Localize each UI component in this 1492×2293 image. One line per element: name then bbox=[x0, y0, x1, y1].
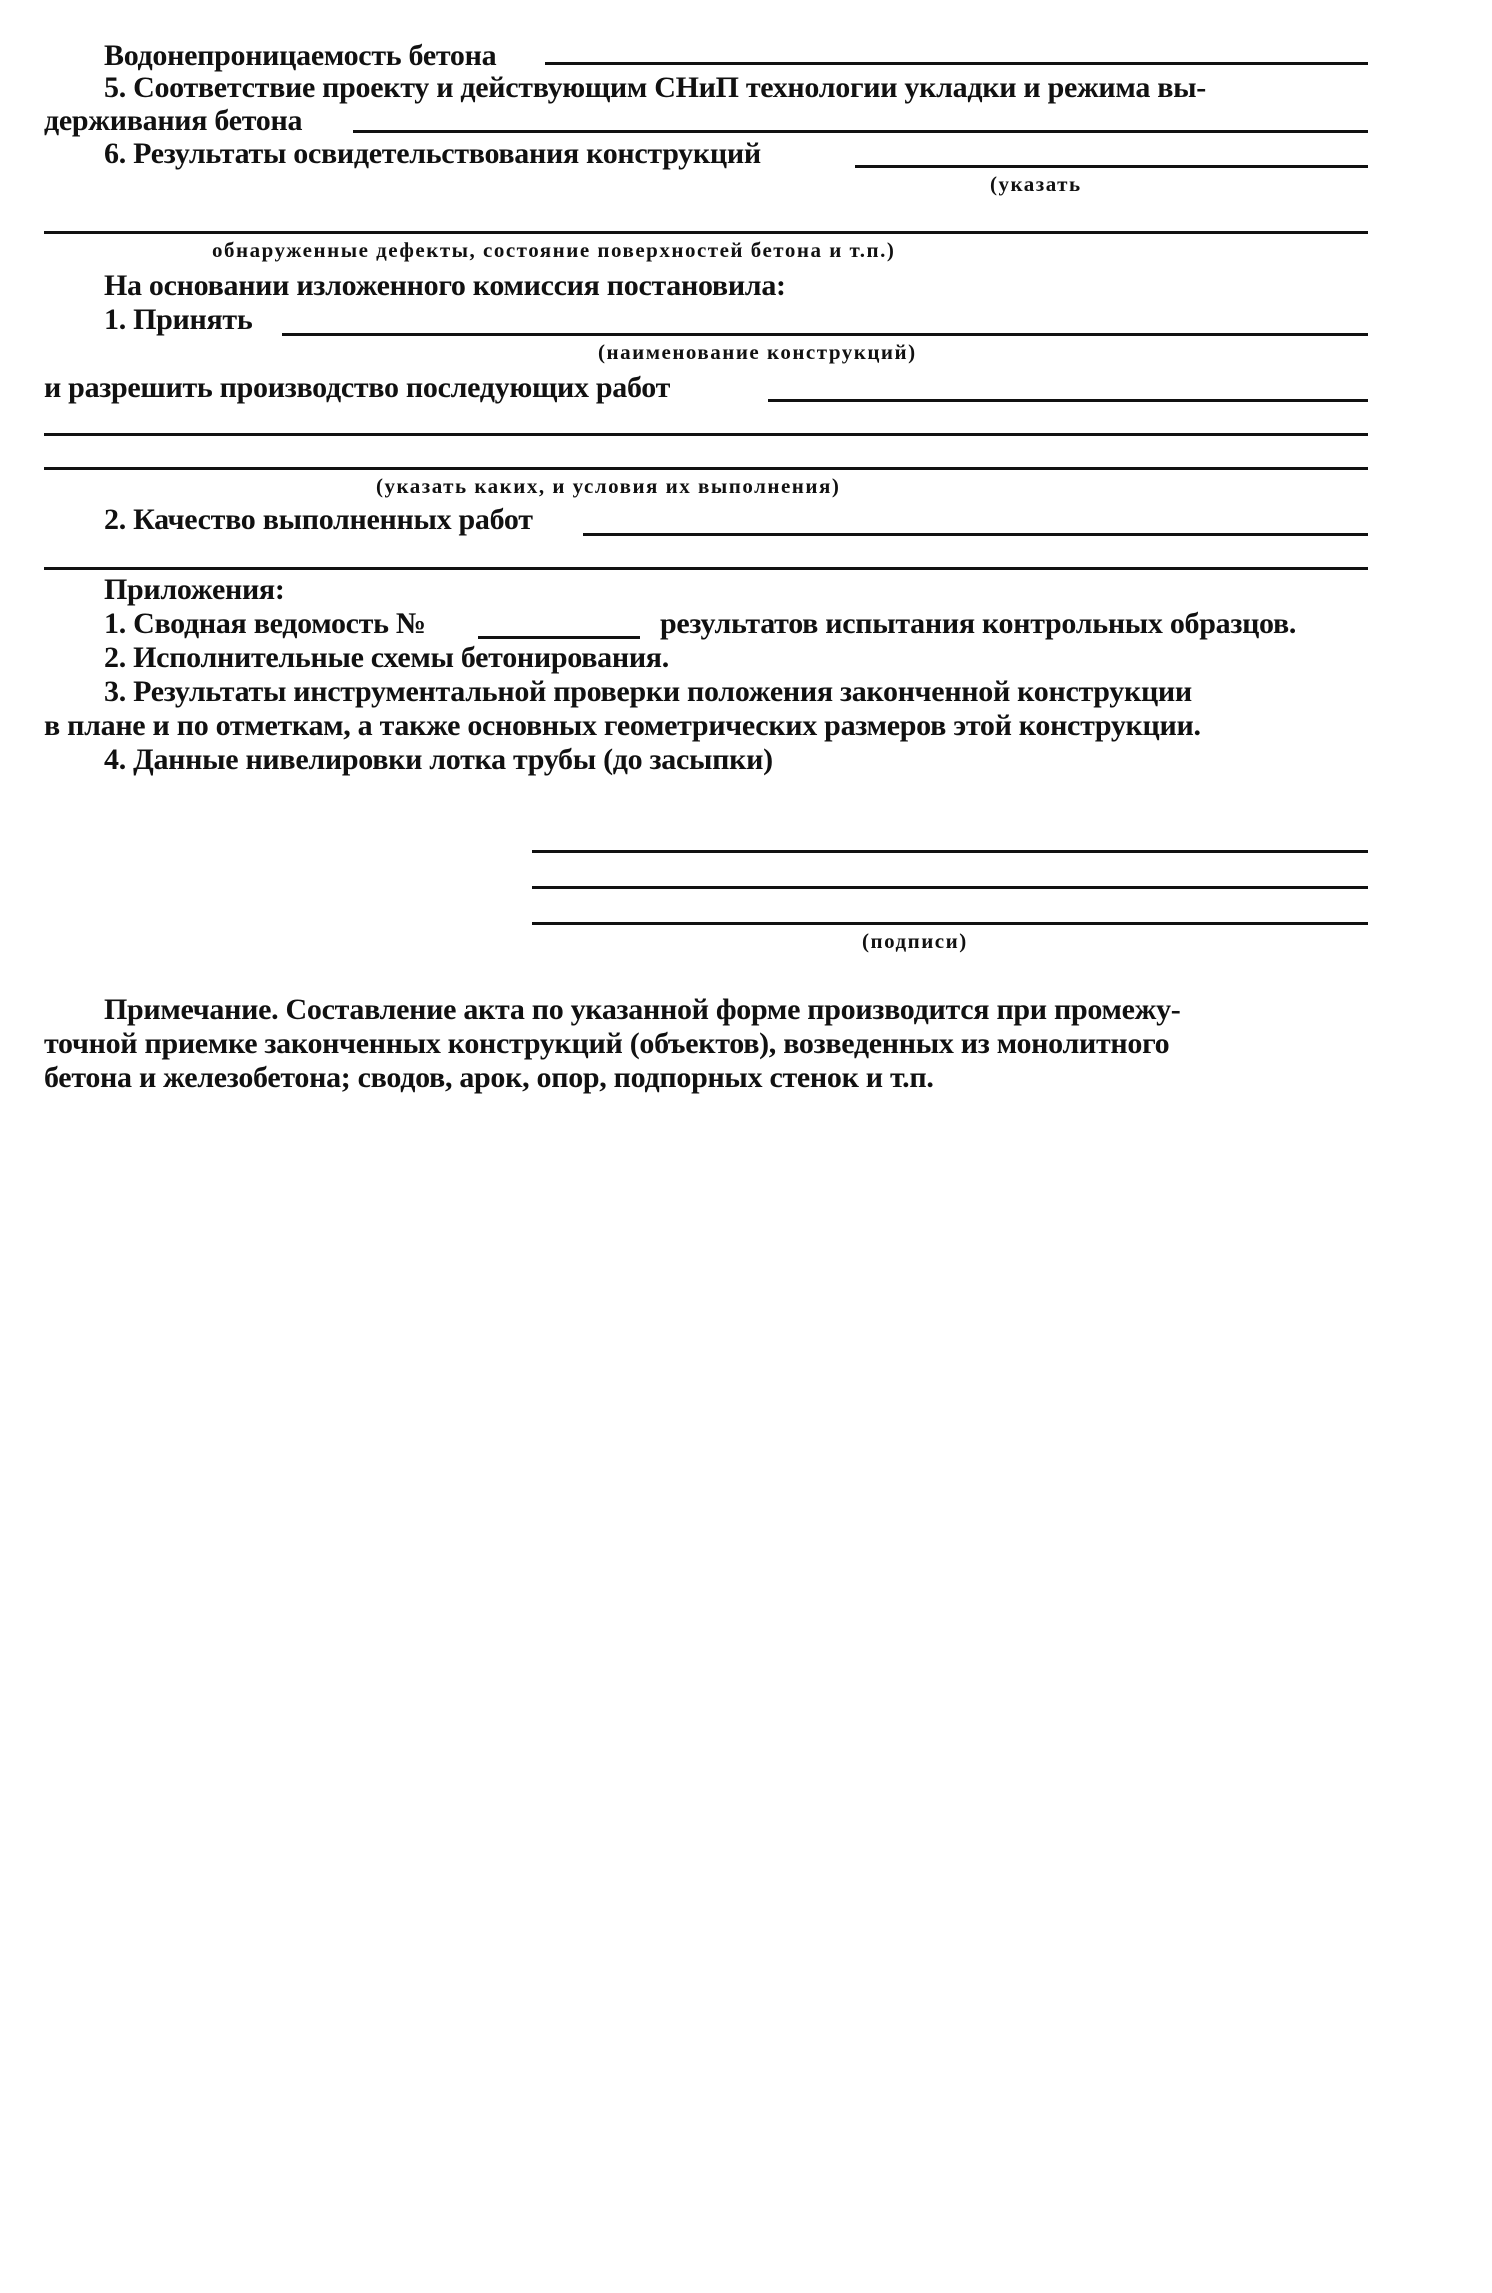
appendix-1-number-line[interactable] bbox=[478, 636, 640, 639]
caption-construction-names: (наименование конструкций) bbox=[598, 340, 917, 364]
defects-field-line[interactable] bbox=[44, 231, 1368, 234]
waterproof-field-line[interactable] bbox=[545, 62, 1368, 65]
permit-label: и разрешить производство последующих работ bbox=[44, 371, 670, 404]
note-line-1: Примечание. Составление акта по указанной форме производится при промежу- bbox=[104, 993, 1181, 1026]
signature-line-3[interactable] bbox=[532, 922, 1368, 925]
appendices-title: Приложения: bbox=[104, 573, 285, 606]
item-6-label: 6. Результаты освидетельствования конструкций bbox=[104, 137, 761, 170]
waterproof-label: Водонепроницаемость бетона bbox=[104, 39, 497, 72]
appendix-4: 4. Данные нивелировки лотка трубы (до засыпки) bbox=[104, 743, 773, 776]
accept-label: 1. Принять bbox=[104, 303, 253, 336]
accept-field-line[interactable] bbox=[282, 333, 1368, 336]
appendix-2: 2. Исполнительные схемы бетонирования. bbox=[104, 641, 669, 674]
note-line-2: точной приемке законченных конструкций (объектов), возведенных из монолитного bbox=[44, 1027, 1170, 1060]
appendix-1-label: 1. Сводная ведомость № bbox=[104, 607, 426, 640]
signature-line-2[interactable] bbox=[532, 886, 1368, 889]
item-5-line-1: 5. Соответствие проекту и действующим СНиП технологии укладки и режима вы- bbox=[104, 71, 1206, 104]
quality-field-line-2[interactable] bbox=[44, 567, 1368, 570]
works-field-line-1[interactable] bbox=[44, 433, 1368, 436]
quality-field-line[interactable] bbox=[583, 533, 1368, 536]
appendix-3-line-1: 3. Результаты инструментальной проверки положения законченной конструкции bbox=[104, 675, 1192, 708]
item-5-line-2: держивания бетона bbox=[44, 104, 303, 137]
works-field-line-2[interactable] bbox=[44, 467, 1368, 470]
note-line-3: бетона и железобетона; сводов, арок, опор, подпорных стенок и т.п. bbox=[44, 1061, 934, 1094]
item-6-field-line[interactable] bbox=[855, 165, 1368, 168]
item-5-field-line[interactable] bbox=[353, 130, 1368, 133]
caption-which-works: (указать каких, и условия их выполнения) bbox=[376, 474, 841, 498]
appendix-3-line-2: в плане и по отметкам, а также основных геометрических размеров этой конструкции. bbox=[44, 709, 1201, 742]
caption-defects: обнаруженные дефекты, состояние поверхностей бетона и т.п.) bbox=[212, 238, 896, 262]
caption-signatures: (подписи) bbox=[862, 929, 968, 953]
decision-intro: На основании изложенного комиссия постановила: bbox=[104, 269, 786, 302]
caption-indicate: (указать bbox=[990, 172, 1082, 196]
appendix-1-text: результатов испытания контрольных образцов. bbox=[660, 607, 1297, 640]
permit-field-line[interactable] bbox=[768, 399, 1368, 402]
quality-label: 2. Качество выполненных работ bbox=[104, 503, 533, 536]
signature-line-1[interactable] bbox=[532, 850, 1368, 853]
